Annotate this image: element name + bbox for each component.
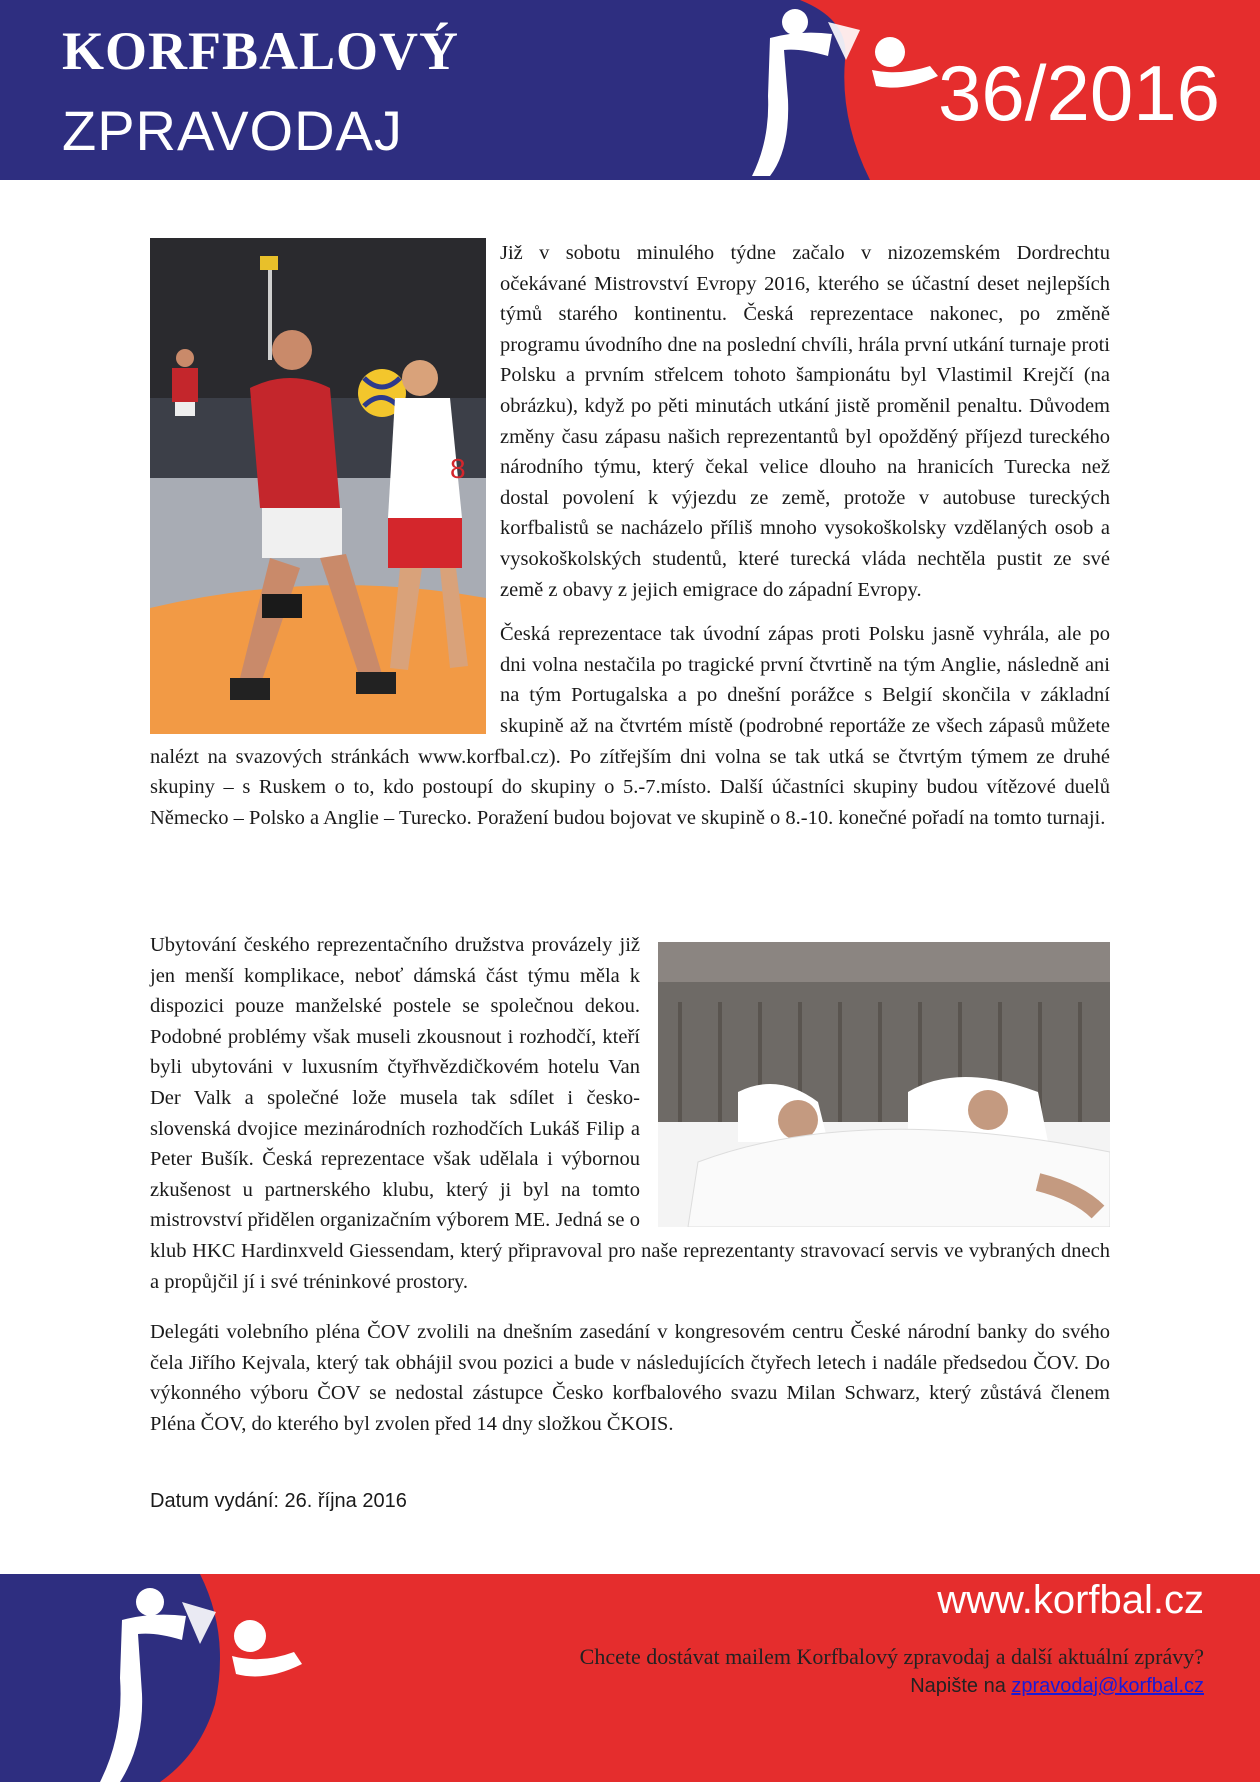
svg-text:8: 8 [450,453,466,484]
referees-bed-photo [658,942,1110,1227]
publication-date: Datum vydání: 26. října 2016 [150,1490,407,1512]
website-url: www.korfbal.cz [937,1578,1204,1622]
article-section-1 [150,238,1110,833]
header-banner [0,0,1260,180]
korfball-player-photo [150,238,486,734]
article-paragraph-3: Ubytování českého reprezentačního družstva provázely již jen menší komplikace, neboť dámská část týmu měla k dispozici pouze manželské postele se společnou dekou. Podobné problémy však museli zkousnout i rozhodčí, kteří byli ubytováni v luxusním čtyřhvězdičkovém hotelu Van Der Valk a společné lože musela tak sdílet i česko-slovenská dvojice mezinárodních rozhodčích Lukáš Filip a Peter Bušík. Česká reprezentace však udělala i výbornou zkušenost u partnerského klubu, který ji byl na tomto mistrovství přidělen organizačním výborem ME. Jedná se o klub HKC Hardinxveld Giessendam, který připravoval pro naše reprezentanty stravovací servis ve vybraných dnech a propůjčil jí i své tréninkové prostory. [150,934,1110,1293]
newsletter-title-line2: ZPRAVODAJ [62,99,403,162]
article-paragraph-1: Již v sobotu minulého týdne začalo v nizozemském Dordrechtu očekávané Mistrovství Evropy 2016, kterého se účastní deset nejlepších týmů starého kontinentu. Česká reprezentace nakonec, po změně programu úvodního dne na poslední chvíli, hrála první utkání turnaje proti Polsku a prvním střelcem tohoto šampionátu byl Vlastimil Krejčí (na obrázku), když po pěti minutách utkání jistě proměnil penaltu. Důvodem změny času zápasu našich reprezentantů byl opožděný příjezd tureckého národního týmu, který čekal velice dlouho na hranicích Turecka než dostal povolení k výjezdu ze země, protože v autobuse tureckých korfbalistů se nacházelo příliš mnoho vysokoškolsky vzdělaných osob a vysokoškolských studentů, které turecká vláda nechtěla pustit ze své země z obavy z jejich emigrace do západní Evropy. [500,242,1110,601]
article-paragraph-2: Česká reprezentace tak úvodní zápas proti Polsku jasně vyhrála, ale po dni volna nestačila po tragické první čtvrtině na tým Anglie, následně ani na tým Portugalska a po dnešní porážce s Belgií skončila v základní skupině až na čtvrtém místě (podrobné reportáže ze všech zápasů můžete nalézt na svazových stránkách www.korfbal.cz). Po zítřejším dni volna se tak utká se čtvrtým týmem ze druhé skupiny – s Ruskem o to, kdo postoupí do skupiny o 5.-7.místo. Další účastníci skupiny budou vítězové duelů Německo – Polsko a Anglie – Turecko. Poražení budou bojovat ve skupině o 8.-10. konečné pořadí na tomto turnaji. [150,623,1110,829]
article-paragraph-4: Delegáti volebního pléna ČOV zvolili na dnešním zasedání v kongresovém centru České národní banky do svého čela Jiřího Kejvala, který tak obhájil svou pozici a bude v následujících čtyřech letech i nadále předsedou ČOV. Do výkonného výboru ČOV se nedostal zástupce Česko korfbalového svazu Milan Schwarz, který zůstává členem Pléna ČOV, do kterého byl zvolen před 14 dny složkou ČKOIS. [150,1321,1110,1435]
contact-line [910,1675,1204,1698]
subscribe-prompt: Chcete dostávat mailem Korfbalový zpravodaj a další aktuální zprávy? [579,1644,1204,1669]
article-section-2 [150,930,1110,1440]
contact-prefix: Napište na [910,1675,1006,1697]
email-link[interactable]: zpravodaj@korfbal.cz [1011,1675,1204,1697]
newsletter-title-line1: KORFBALOVÝ [62,21,460,81]
issue-number: 36/2016 [938,49,1220,137]
